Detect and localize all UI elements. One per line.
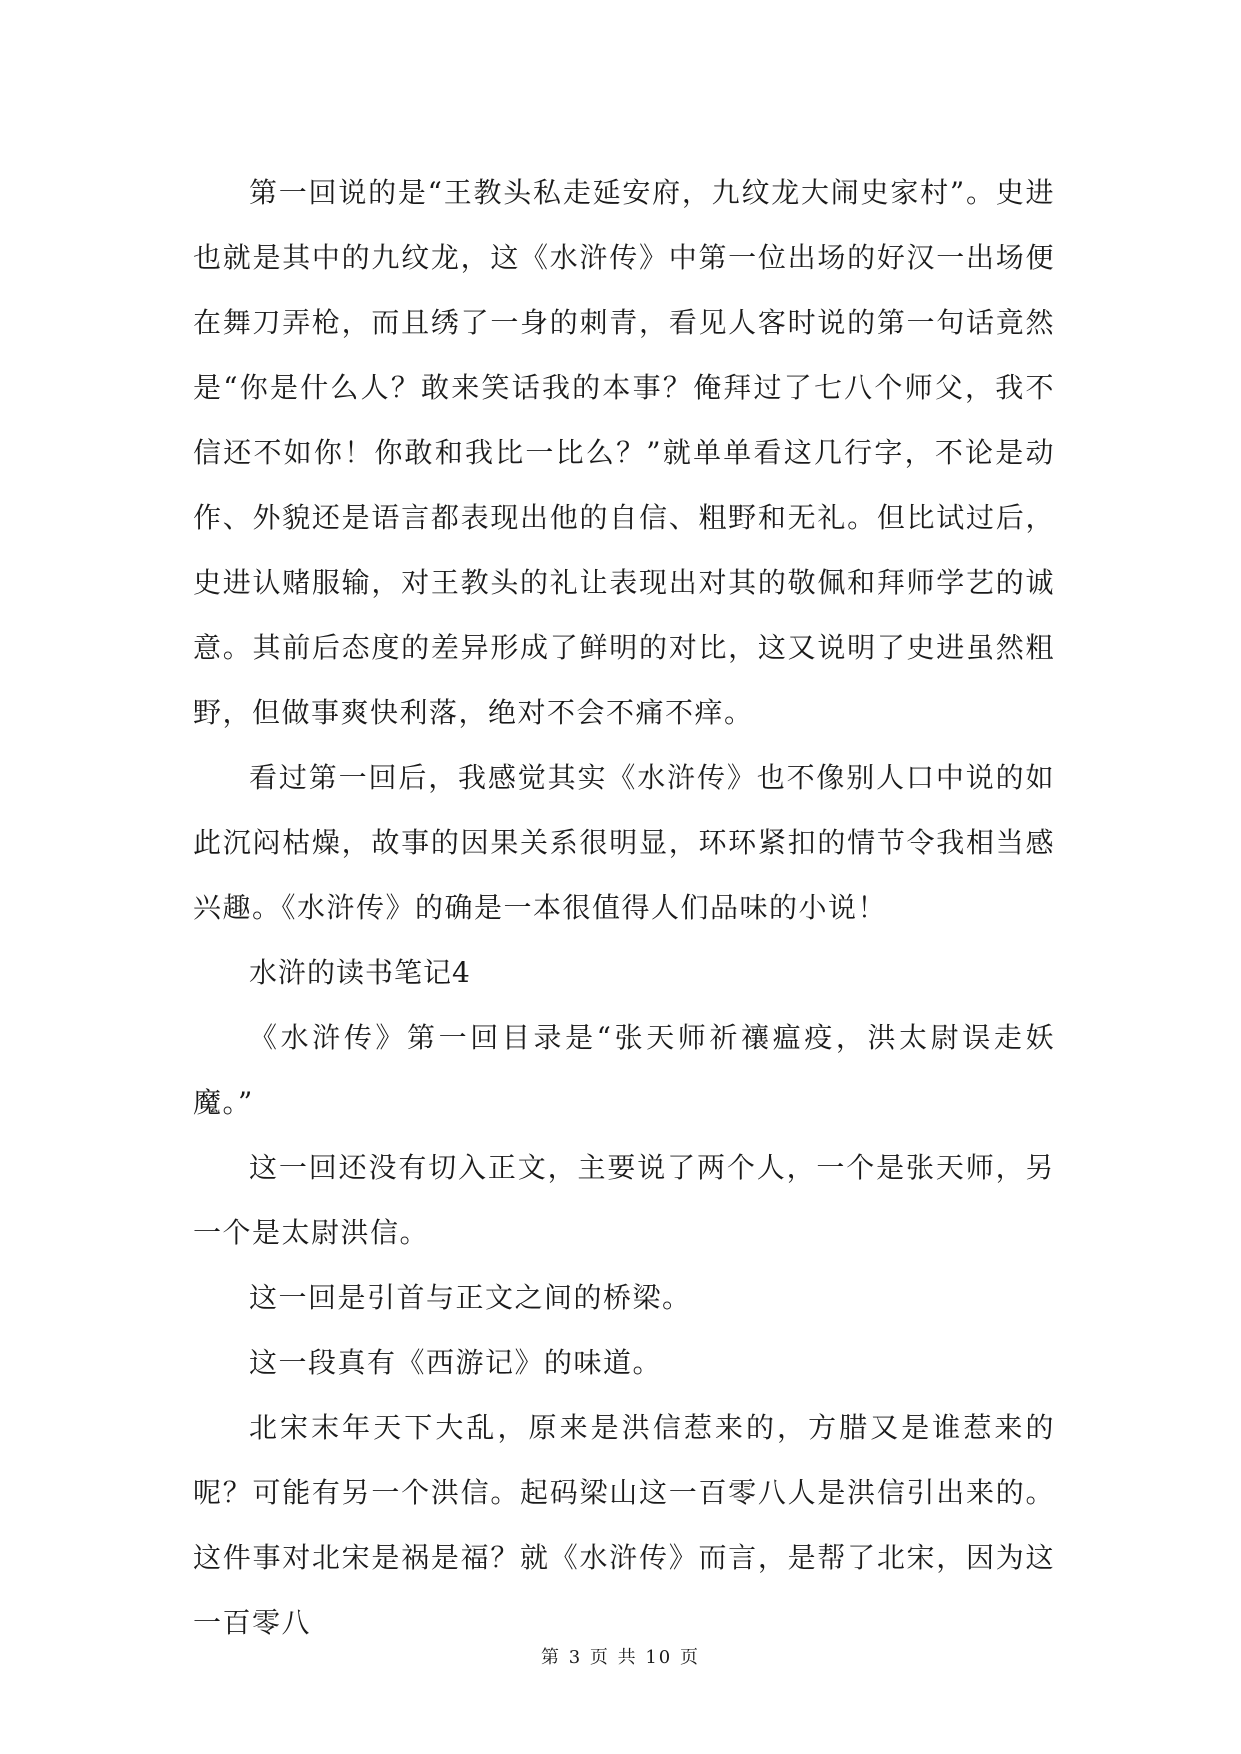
paragraph-chapter-title: 《水浒传》第一回目录是“张天师祈禳瘟疫，洪太尉误走妖魔。” (193, 1021, 1055, 1119)
paragraph-shi-jin: 第一回说的是“王教头私走延安府，九纹龙大闹史家村”。史进也就是其中的九纹龙，这《水浒传》中第一位出场的好汉一出场便在舞刀弄枪，而且绣了一身的刺青，看见人客时说的第一句话竟然是“你是什么人？敢来笑话我的本事？俺拜过了七八个师父，我不信还不如你！你敢和我比一比么？”就单单看这几行字，不论是动作、外貌还是语言都表现出他的自信、粗野和无礼。但比试过后，史进认赌服输，对王教头的礼让表现出对其的敬佩和拜师学艺的诚意。其前后态度的差异形成了鲜明的对比，这又说明了史进虽然粗野，但做事爽快利落，绝对不会不痛不痒。 (193, 176, 1055, 729)
page-number-footer: 第 3 页 共 10 页 (541, 1647, 700, 1668)
paragraph-northern-song: 北宋末年天下大乱，原来是洪信惹来的，方腊又是谁惹来的呢？可能有另一个洪信。起码梁山这一百零八人是洪信引出来的。这件事对北宋是祸是福？就《水浒传》而言，是帮了北宋，因为这一百零八 (193, 1411, 1055, 1639)
paragraph-first-chapter-impression: 看过第一回后，我感觉其实《水浒传》也不像别人口中说的如此沉闷枯燥，故事的因果关系很明显，环环紧扣的情节令我相当感兴趣。《水浒传》的确是一本很值得人们品味的小说！ (193, 761, 1055, 924)
paragraph-two-people: 这一回还没有切入正文，主要说了两个人，一个是张天师，另一个是太尉洪信。 (193, 1151, 1055, 1249)
paragraph-journey-west: 这一段真有《西游记》的味道。 (249, 1346, 663, 1379)
section-heading: 水浒的读书笔记4 (249, 956, 471, 989)
document-body (193, 160, 1055, 1655)
paragraph-bridge: 这一回是引首与正文之间的桥梁。 (249, 1281, 692, 1314)
